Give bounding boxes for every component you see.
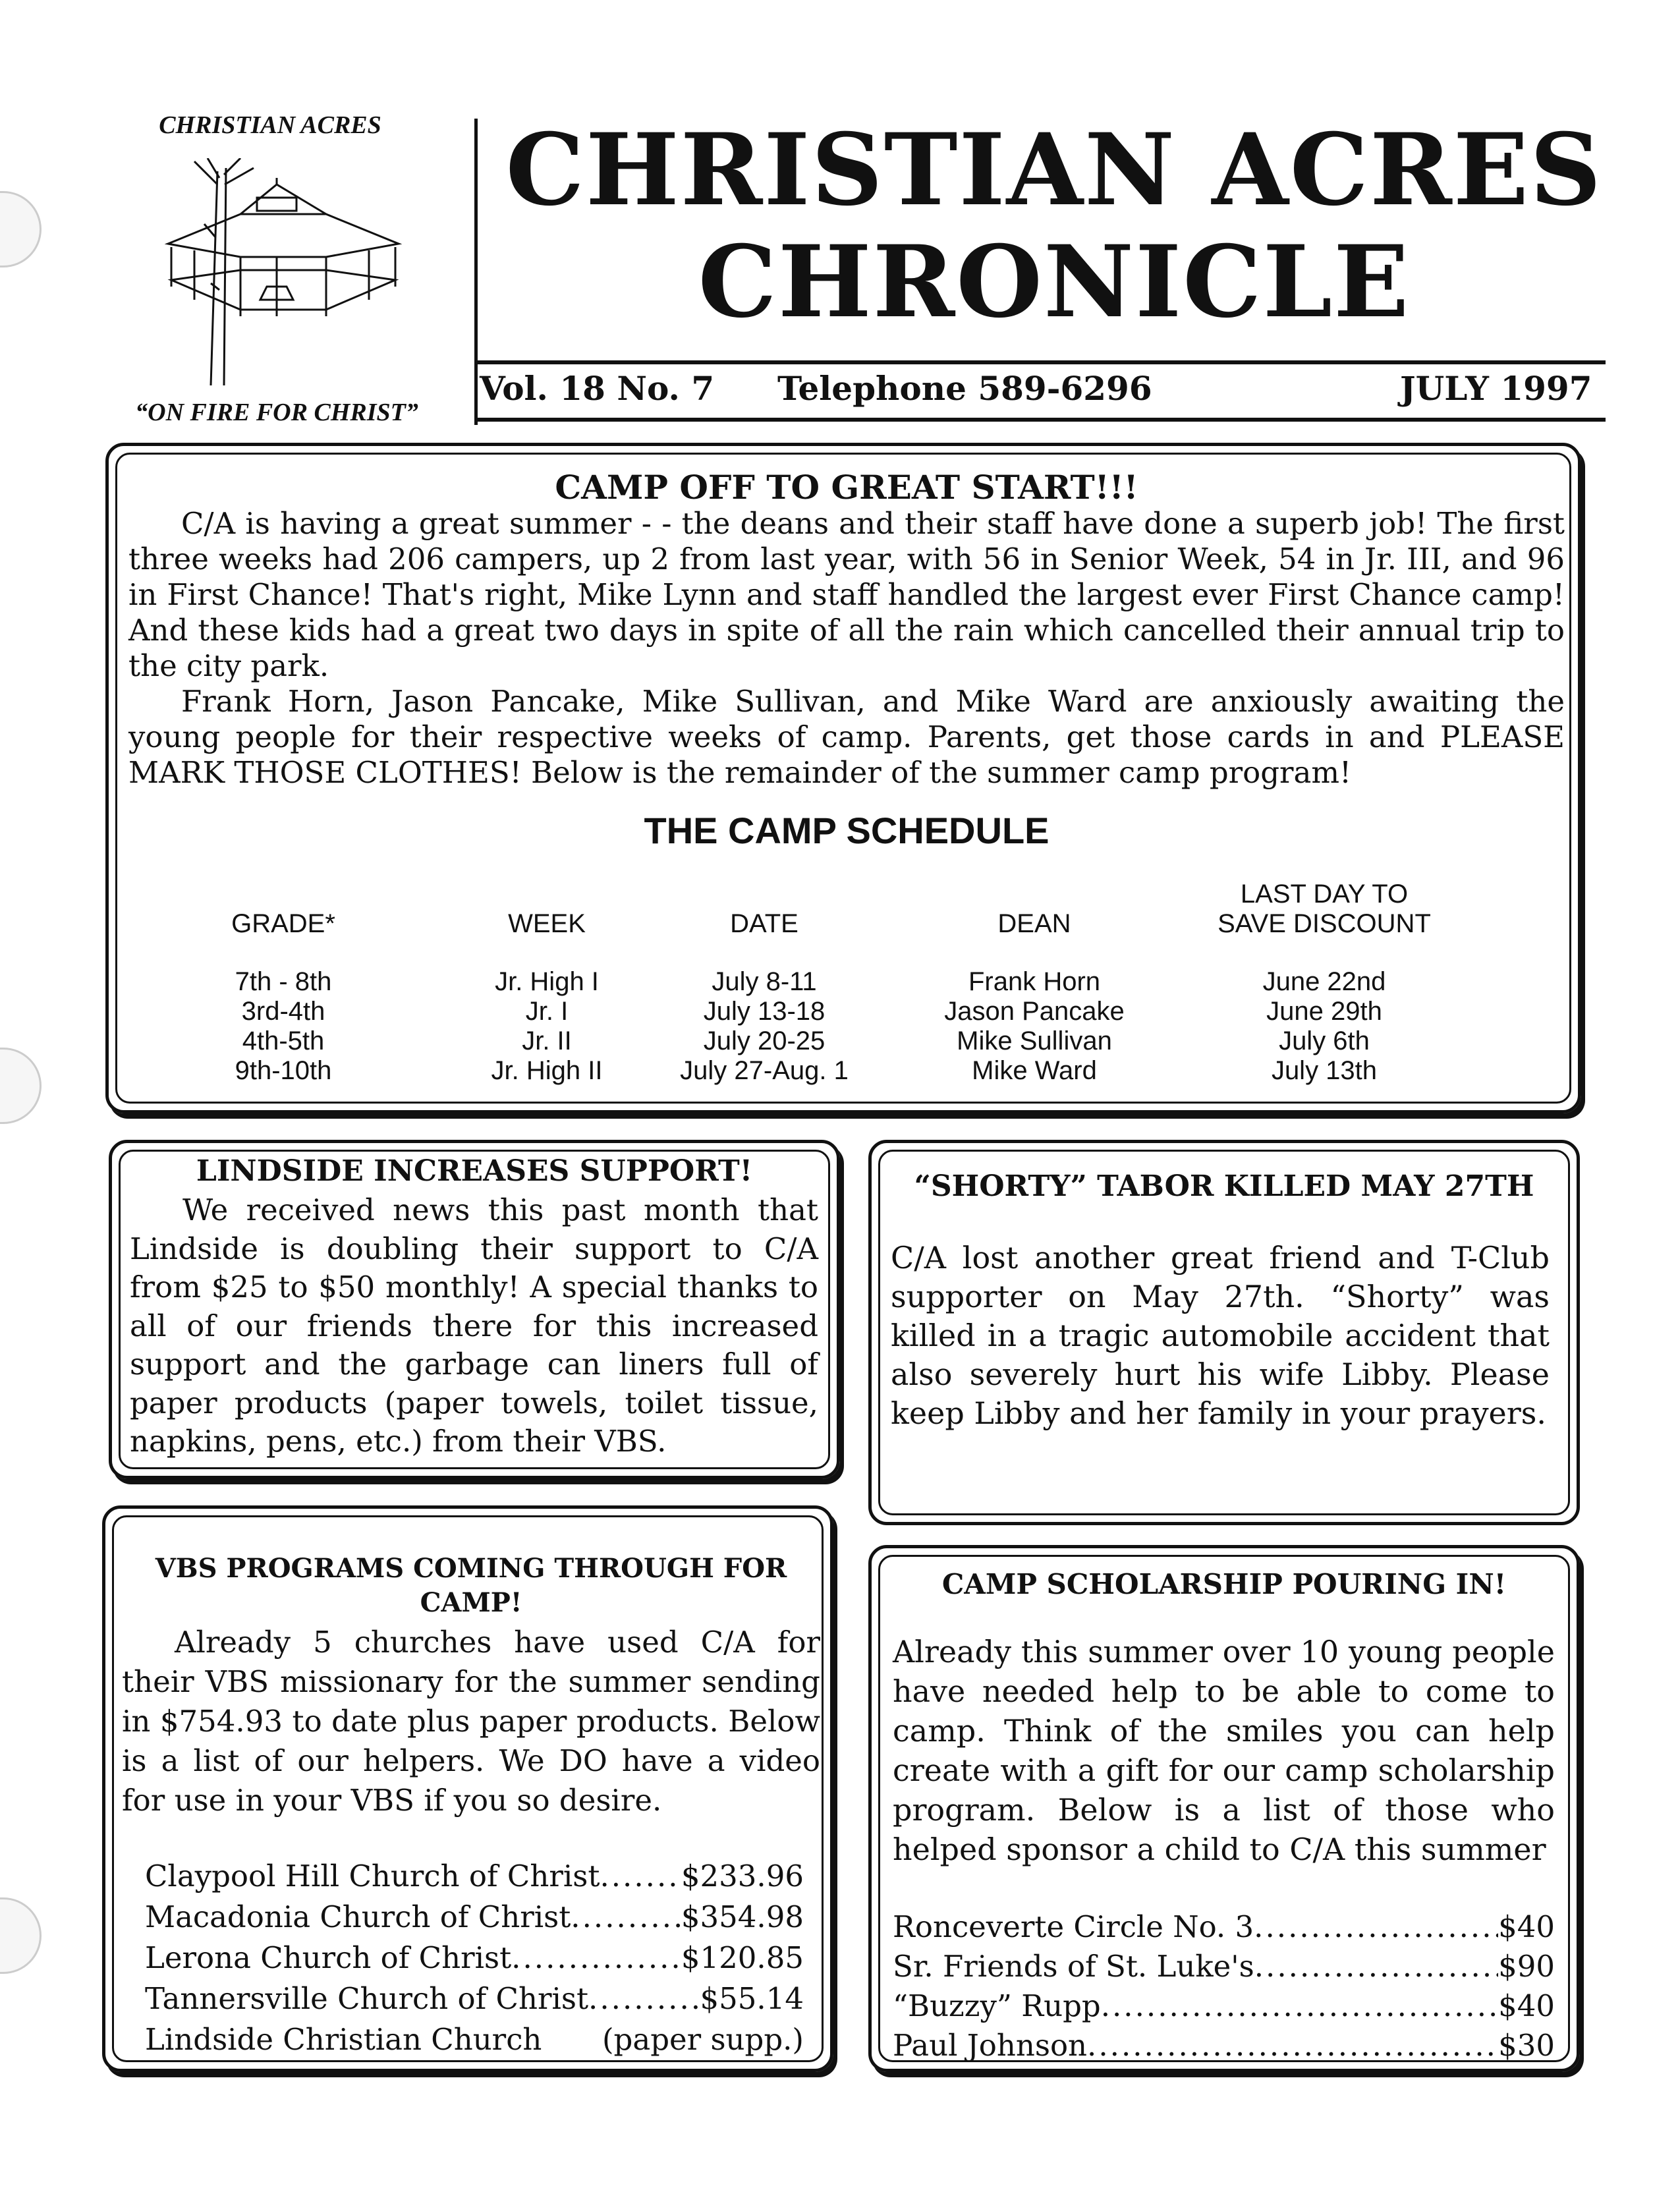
list-item: [145, 1978, 804, 2019]
logo-caption-top: CHRISTIAN ACRES: [159, 111, 381, 139]
leader-dots: [1254, 1907, 1498, 1947]
dean-cell: Frank Horn: [968, 967, 1101, 996]
list-item: [145, 1856, 804, 1897]
col-header-dean: DEAN: [997, 909, 1071, 938]
camp-paragraph-1: C/A is having a great summer - - the deans and their staff have done a superb job! The first three weeks had 206 campers, up 2 from last year, with 56 in Senior Week, 54 in Jr. III, and 96 in First Chance! That's right, Mike Lynn and staff handled the largest ever First Chance camp! And these kids had a great two days in spite of all the rain which cancelled their annual trip to the city park.: [128, 506, 1565, 683]
leader-dots: [571, 1897, 681, 1938]
donor-amount: $90: [1498, 1949, 1555, 1984]
list-item: [893, 2026, 1555, 2065]
church-name: Macadonia Church of Christ: [145, 1899, 571, 1934]
donor-amount: $30: [1498, 2028, 1555, 2063]
church-name: Lerona Church of Christ: [145, 1940, 512, 1975]
grade-cell: 4th-5th: [242, 1026, 325, 1055]
list-item: [145, 1897, 804, 1938]
shorty-headline: “SHORTY” TABOR KILLED MAY 27TH: [914, 1169, 1534, 1203]
binder-hole: [0, 1048, 42, 1124]
grade-cell: 3rd-4th: [241, 997, 325, 1026]
info-rule-bottom: [476, 418, 1606, 422]
date-cell: July 27-Aug. 1: [680, 1056, 849, 1085]
discount-cell: June 22nd: [1262, 967, 1386, 996]
logo-caption-bottom: “ON FIRE FOR CHRIST”: [135, 399, 418, 426]
issue-date: JULY 1997: [1400, 369, 1592, 408]
date-cell: July 13-18: [703, 997, 826, 1026]
gazebo-logo: [142, 158, 418, 389]
donor-name: “Buzzy” Rupp: [893, 1988, 1101, 2023]
camp-paragraph-2: Frank Horn, Jason Pancake, Mike Sullivan, and Mike Ward are anxiously awaiting the young people for their respective weeks of camp. Parents, get those cards in and PLEASE MARK THOSE CLOTHES! Below is the remainder of the summer camp program!: [128, 684, 1565, 790]
list-item: [893, 1907, 1555, 1947]
week-cell: Jr. High II: [491, 1056, 603, 1085]
donor-name: Ronceverte Circle No. 3: [893, 1909, 1254, 1944]
donor-amount: $40: [1498, 1909, 1555, 1944]
discount-cell: July 13th: [1271, 1056, 1378, 1085]
church-amount: $55.14: [700, 1981, 804, 2016]
lindside-headline: LINDSIDE INCREASES SUPPORT!: [196, 1154, 753, 1188]
col-header-grade: GRADE*: [231, 909, 335, 938]
list-item: [893, 1947, 1555, 1986]
binder-hole: [0, 1897, 42, 1974]
date-cell: July 8-11: [712, 967, 817, 996]
church-note: (paper supp.): [602, 2022, 804, 2057]
discount-cell: July 6th: [1279, 1026, 1370, 1055]
church-name: Lindside Christian Church: [145, 2022, 542, 2057]
vbs-headline: VBS PROGRAMS COMING THROUGH FOR CAMP!: [155, 1553, 787, 1618]
newsletter-title-line1: CHRISTIAN ACRES: [505, 112, 1603, 228]
discount-cell: June 29th: [1266, 997, 1382, 1026]
dean-cell: Mike Ward: [972, 1056, 1097, 1085]
col-header-last-day: LAST DAY TO: [1240, 880, 1409, 909]
list-item: [145, 1938, 804, 1978]
church-name: Claypool Hill Church of Christ: [145, 1859, 600, 1893]
vbs-church-list: [145, 1856, 804, 2060]
vbs-body: Already 5 churches have used C/A for their VBS missionary for the summer sending in $754.93 to date plus paper products. Below is a list of our helpers. We DO have a video for use in your VBS if you so desire.: [122, 1625, 820, 1818]
list-item: [893, 1986, 1555, 2026]
leader-dots: [600, 1856, 681, 1897]
telephone: Telephone 589-6296: [777, 369, 1152, 408]
masthead-divider: [474, 119, 478, 425]
week-cell: Jr. I: [525, 997, 569, 1026]
church-name: Tannersville Church of Christ: [145, 1981, 589, 2016]
list-item: [145, 2019, 804, 2060]
col-header-date: DATE: [730, 909, 798, 938]
church-amount: $354.98: [681, 1899, 804, 1934]
grade-cell: 7th - 8th: [235, 967, 332, 996]
dean-cell: Jason Pancake: [944, 997, 1125, 1026]
leader-dots: [588, 1978, 700, 2019]
week-cell: Jr. II: [522, 1026, 572, 1055]
date-cell: July 20-25: [703, 1026, 826, 1055]
church-amount: $120.85: [681, 1940, 804, 1975]
donor-amount: $40: [1498, 1988, 1555, 2023]
church-amount: $233.96: [681, 1859, 804, 1893]
scholarship-donor-list: [893, 1907, 1555, 2065]
scholarship-headline: CAMP SCHOLARSHIP POURING IN!: [941, 1568, 1507, 1600]
col-header-week: WEEK: [508, 909, 586, 938]
lindside-body: We received news this past month that Lindside is doubling their support to C/A from $25 to $50 monthly! A special thanks to all of our friends there for this increased support and the garbage can liners full of paper products (paper towels, toilet tissue, napkins, pens, etc.) from their VBS.: [130, 1192, 818, 1459]
newsletter-title-line2: CHRONICLE: [698, 224, 1411, 340]
donor-name: Sr. Friends of St. Luke's: [893, 1949, 1254, 1984]
volume-number: Vol. 18 No. 7: [480, 369, 715, 408]
grade-cell: 9th-10th: [235, 1056, 332, 1085]
leader-dots: [1101, 1986, 1498, 2026]
col-header-save-discount: SAVE DISCOUNT: [1218, 909, 1431, 938]
week-cell: Jr. High I: [495, 967, 599, 996]
info-rule-top: [476, 360, 1606, 364]
dean-cell: Mike Sullivan: [957, 1026, 1112, 1055]
scholarship-body: Already this summer over 10 young people have needed help to be able to come to camp. Think of the smiles you can help create with a gift for our camp scholarship program. Below is a list of those who helped sponsor a child to C/A this summer: [893, 1634, 1555, 1867]
schedule-title: THE CAMP SCHEDULE: [644, 810, 1050, 851]
leader-dots: [1254, 1947, 1498, 1986]
leader-dots: [1087, 2026, 1498, 2065]
shorty-body: C/A lost another great friend and T-Club supporter on May 27th. “Shorty” was killed in a tragic automobile accident that also severely hurt his wife Libby. Please keep Libby and her family in your prayers.: [891, 1240, 1550, 1431]
leader-dots: [511, 1938, 681, 1978]
donor-name: Paul Johnson: [893, 2028, 1088, 2063]
camp-headline: CAMP OFF TO GREAT START!!!: [555, 468, 1138, 507]
binder-hole: [0, 191, 42, 267]
